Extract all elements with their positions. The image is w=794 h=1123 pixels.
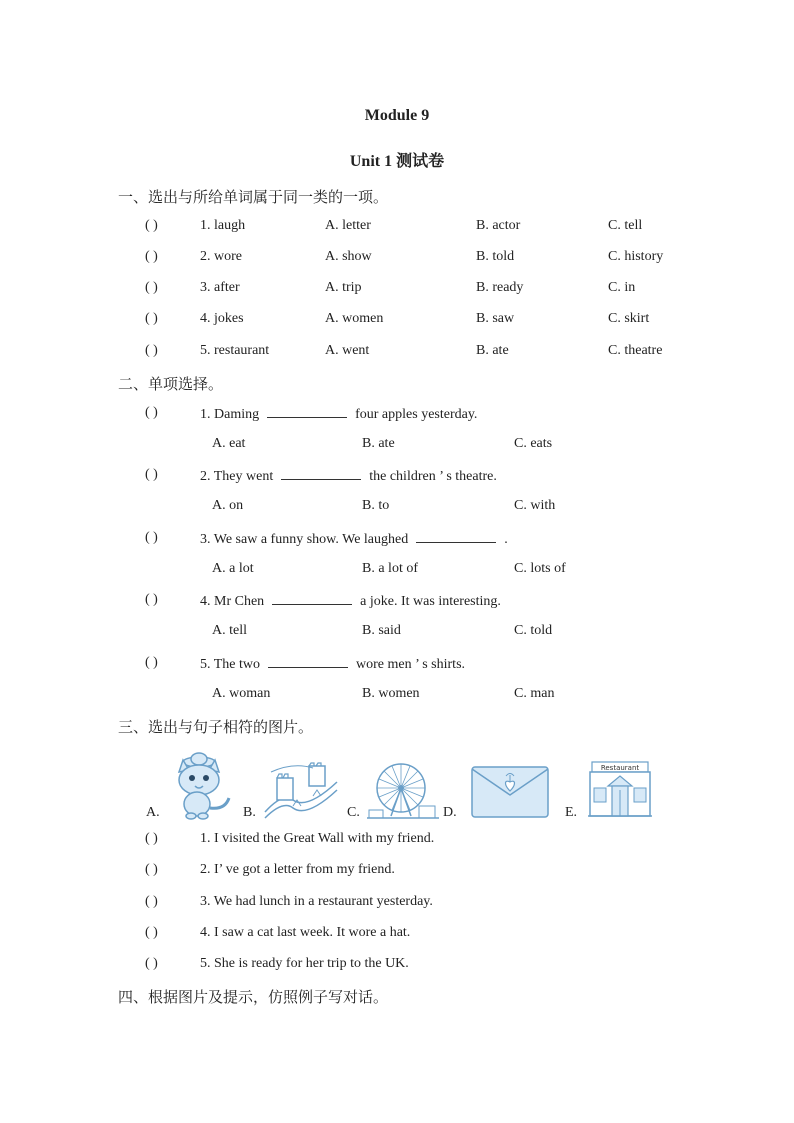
question-sentence bbox=[200, 655, 465, 673]
module-title: Module 9 bbox=[364, 107, 430, 124]
section1-heading: 一、选出与所给单词属于同一类的一项。 bbox=[118, 188, 389, 206]
answer-paren[interactable]: ( ) bbox=[145, 467, 158, 482]
answer-paren[interactable]: ( ) bbox=[145, 592, 158, 607]
question-sentence bbox=[200, 592, 501, 610]
pic-label-d: D. bbox=[443, 805, 457, 820]
option-c: C. eats bbox=[514, 436, 553, 451]
option-b: B. ate bbox=[476, 343, 509, 358]
sentence-part: wore men ’ s shirts. bbox=[356, 657, 466, 672]
sentence-part: a joke. It was interesting. bbox=[360, 594, 501, 609]
option-a: A. woman bbox=[212, 686, 271, 701]
fill-blank[interactable] bbox=[272, 592, 352, 605]
sentence-part: the children ’ s theatre. bbox=[369, 469, 497, 484]
sentence-part: 4. Mr Chen bbox=[200, 594, 265, 609]
sentence-part: . bbox=[504, 532, 508, 547]
restaurant-sign-text: Restaurant bbox=[600, 764, 640, 772]
option-b: B. actor bbox=[476, 218, 521, 233]
answer-paren[interactable]: ( ) bbox=[145, 405, 158, 420]
question-word: 4. jokes bbox=[200, 311, 244, 326]
restaurant-building-picture bbox=[588, 760, 652, 818]
sentence-part: four apples yesterday. bbox=[355, 407, 478, 422]
answer-paren[interactable]: ( ) bbox=[145, 925, 158, 940]
option-b: B. ate bbox=[362, 436, 395, 451]
option-c: C. history bbox=[608, 249, 664, 264]
option-c: C. with bbox=[514, 498, 556, 513]
question-word: 3. after bbox=[200, 280, 240, 295]
option-c: C. in bbox=[608, 280, 636, 295]
answer-paren[interactable]: ( ) bbox=[145, 249, 158, 264]
option-b: B. ready bbox=[476, 280, 524, 295]
question-word: 5. restaurant bbox=[200, 343, 270, 358]
cat-with-hat-picture bbox=[165, 750, 237, 822]
option-b: B. saw bbox=[476, 311, 515, 326]
pic-label-c: C. bbox=[347, 805, 360, 820]
option-b: B. told bbox=[476, 249, 515, 264]
section3-heading: 三、选出与句子相符的图片。 bbox=[118, 718, 314, 736]
option-c: C. tell bbox=[608, 218, 643, 233]
option-a: A. went bbox=[325, 343, 370, 358]
fill-blank[interactable] bbox=[268, 655, 348, 668]
option-a: A. letter bbox=[325, 218, 371, 233]
option-c: C. told bbox=[514, 623, 553, 638]
pic-label-b: B. bbox=[243, 805, 256, 820]
option-c: C. theatre bbox=[608, 343, 663, 358]
question-word: 1. laugh bbox=[200, 218, 246, 233]
match-sentence: 4. I saw a cat last week. It wore a hat. bbox=[200, 925, 411, 940]
answer-paren[interactable]: ( ) bbox=[145, 894, 158, 909]
answer-paren[interactable]: ( ) bbox=[145, 530, 158, 545]
option-a: A. show bbox=[325, 249, 372, 264]
section2-heading: 二、单项选择。 bbox=[118, 375, 224, 393]
answer-paren[interactable]: ( ) bbox=[145, 343, 158, 358]
sentence-part: 2. They went bbox=[200, 469, 274, 484]
answer-paren[interactable]: ( ) bbox=[145, 655, 158, 670]
match-sentence: 3. We had lunch in a restaurant yesterday. bbox=[200, 894, 433, 909]
unit-title: Unit 1 测试卷 bbox=[349, 153, 445, 170]
match-sentence: 2. I’ ve got a letter from my friend. bbox=[200, 862, 395, 877]
option-b: B. a lot of bbox=[362, 561, 418, 576]
pic-label-e: E. bbox=[565, 805, 578, 820]
match-sentence: 5. She is ready for her trip to the UK. bbox=[200, 956, 409, 971]
question-sentence bbox=[200, 530, 508, 548]
answer-paren[interactable]: ( ) bbox=[145, 956, 158, 971]
option-a: A. trip bbox=[325, 280, 362, 295]
great-wall-picture bbox=[263, 762, 339, 820]
answer-paren[interactable]: ( ) bbox=[145, 311, 158, 326]
sentence-part: 3. We saw a funny show. We laughed bbox=[200, 532, 409, 547]
pic-label-a: A. bbox=[146, 805, 160, 820]
section4-heading: 四、根据图片及提示，仿照例子写对话。 bbox=[118, 988, 389, 1006]
option-a: A. tell bbox=[212, 623, 247, 638]
sentence-part: 1. Daming bbox=[200, 407, 260, 422]
answer-paren[interactable]: ( ) bbox=[145, 218, 158, 233]
fill-blank[interactable] bbox=[416, 530, 496, 543]
sentence-part: 5. The two bbox=[200, 657, 261, 672]
ferris-wheel-picture bbox=[367, 760, 439, 822]
answer-paren[interactable]: ( ) bbox=[145, 862, 158, 877]
question-sentence bbox=[200, 467, 497, 485]
option-a: A. women bbox=[325, 311, 384, 326]
option-a: A. eat bbox=[212, 436, 246, 451]
answer-paren[interactable]: ( ) bbox=[145, 831, 158, 846]
option-a: A. on bbox=[212, 498, 244, 513]
option-b: B. to bbox=[362, 498, 390, 513]
match-sentence: 1. I visited the Great Wall with my friend. bbox=[200, 831, 435, 846]
option-c: C. lots of bbox=[514, 561, 566, 576]
answer-paren[interactable]: ( ) bbox=[145, 280, 158, 295]
question-sentence bbox=[200, 405, 477, 423]
fill-blank[interactable] bbox=[267, 405, 347, 418]
fill-blank[interactable] bbox=[281, 467, 361, 480]
letter-envelope-picture bbox=[470, 765, 550, 819]
option-b: B. women bbox=[362, 686, 420, 701]
option-a: A. a lot bbox=[212, 561, 254, 576]
option-c: C. skirt bbox=[608, 311, 650, 326]
option-b: B. said bbox=[362, 623, 401, 638]
option-c: C. man bbox=[514, 686, 555, 701]
question-word: 2. wore bbox=[200, 249, 242, 264]
